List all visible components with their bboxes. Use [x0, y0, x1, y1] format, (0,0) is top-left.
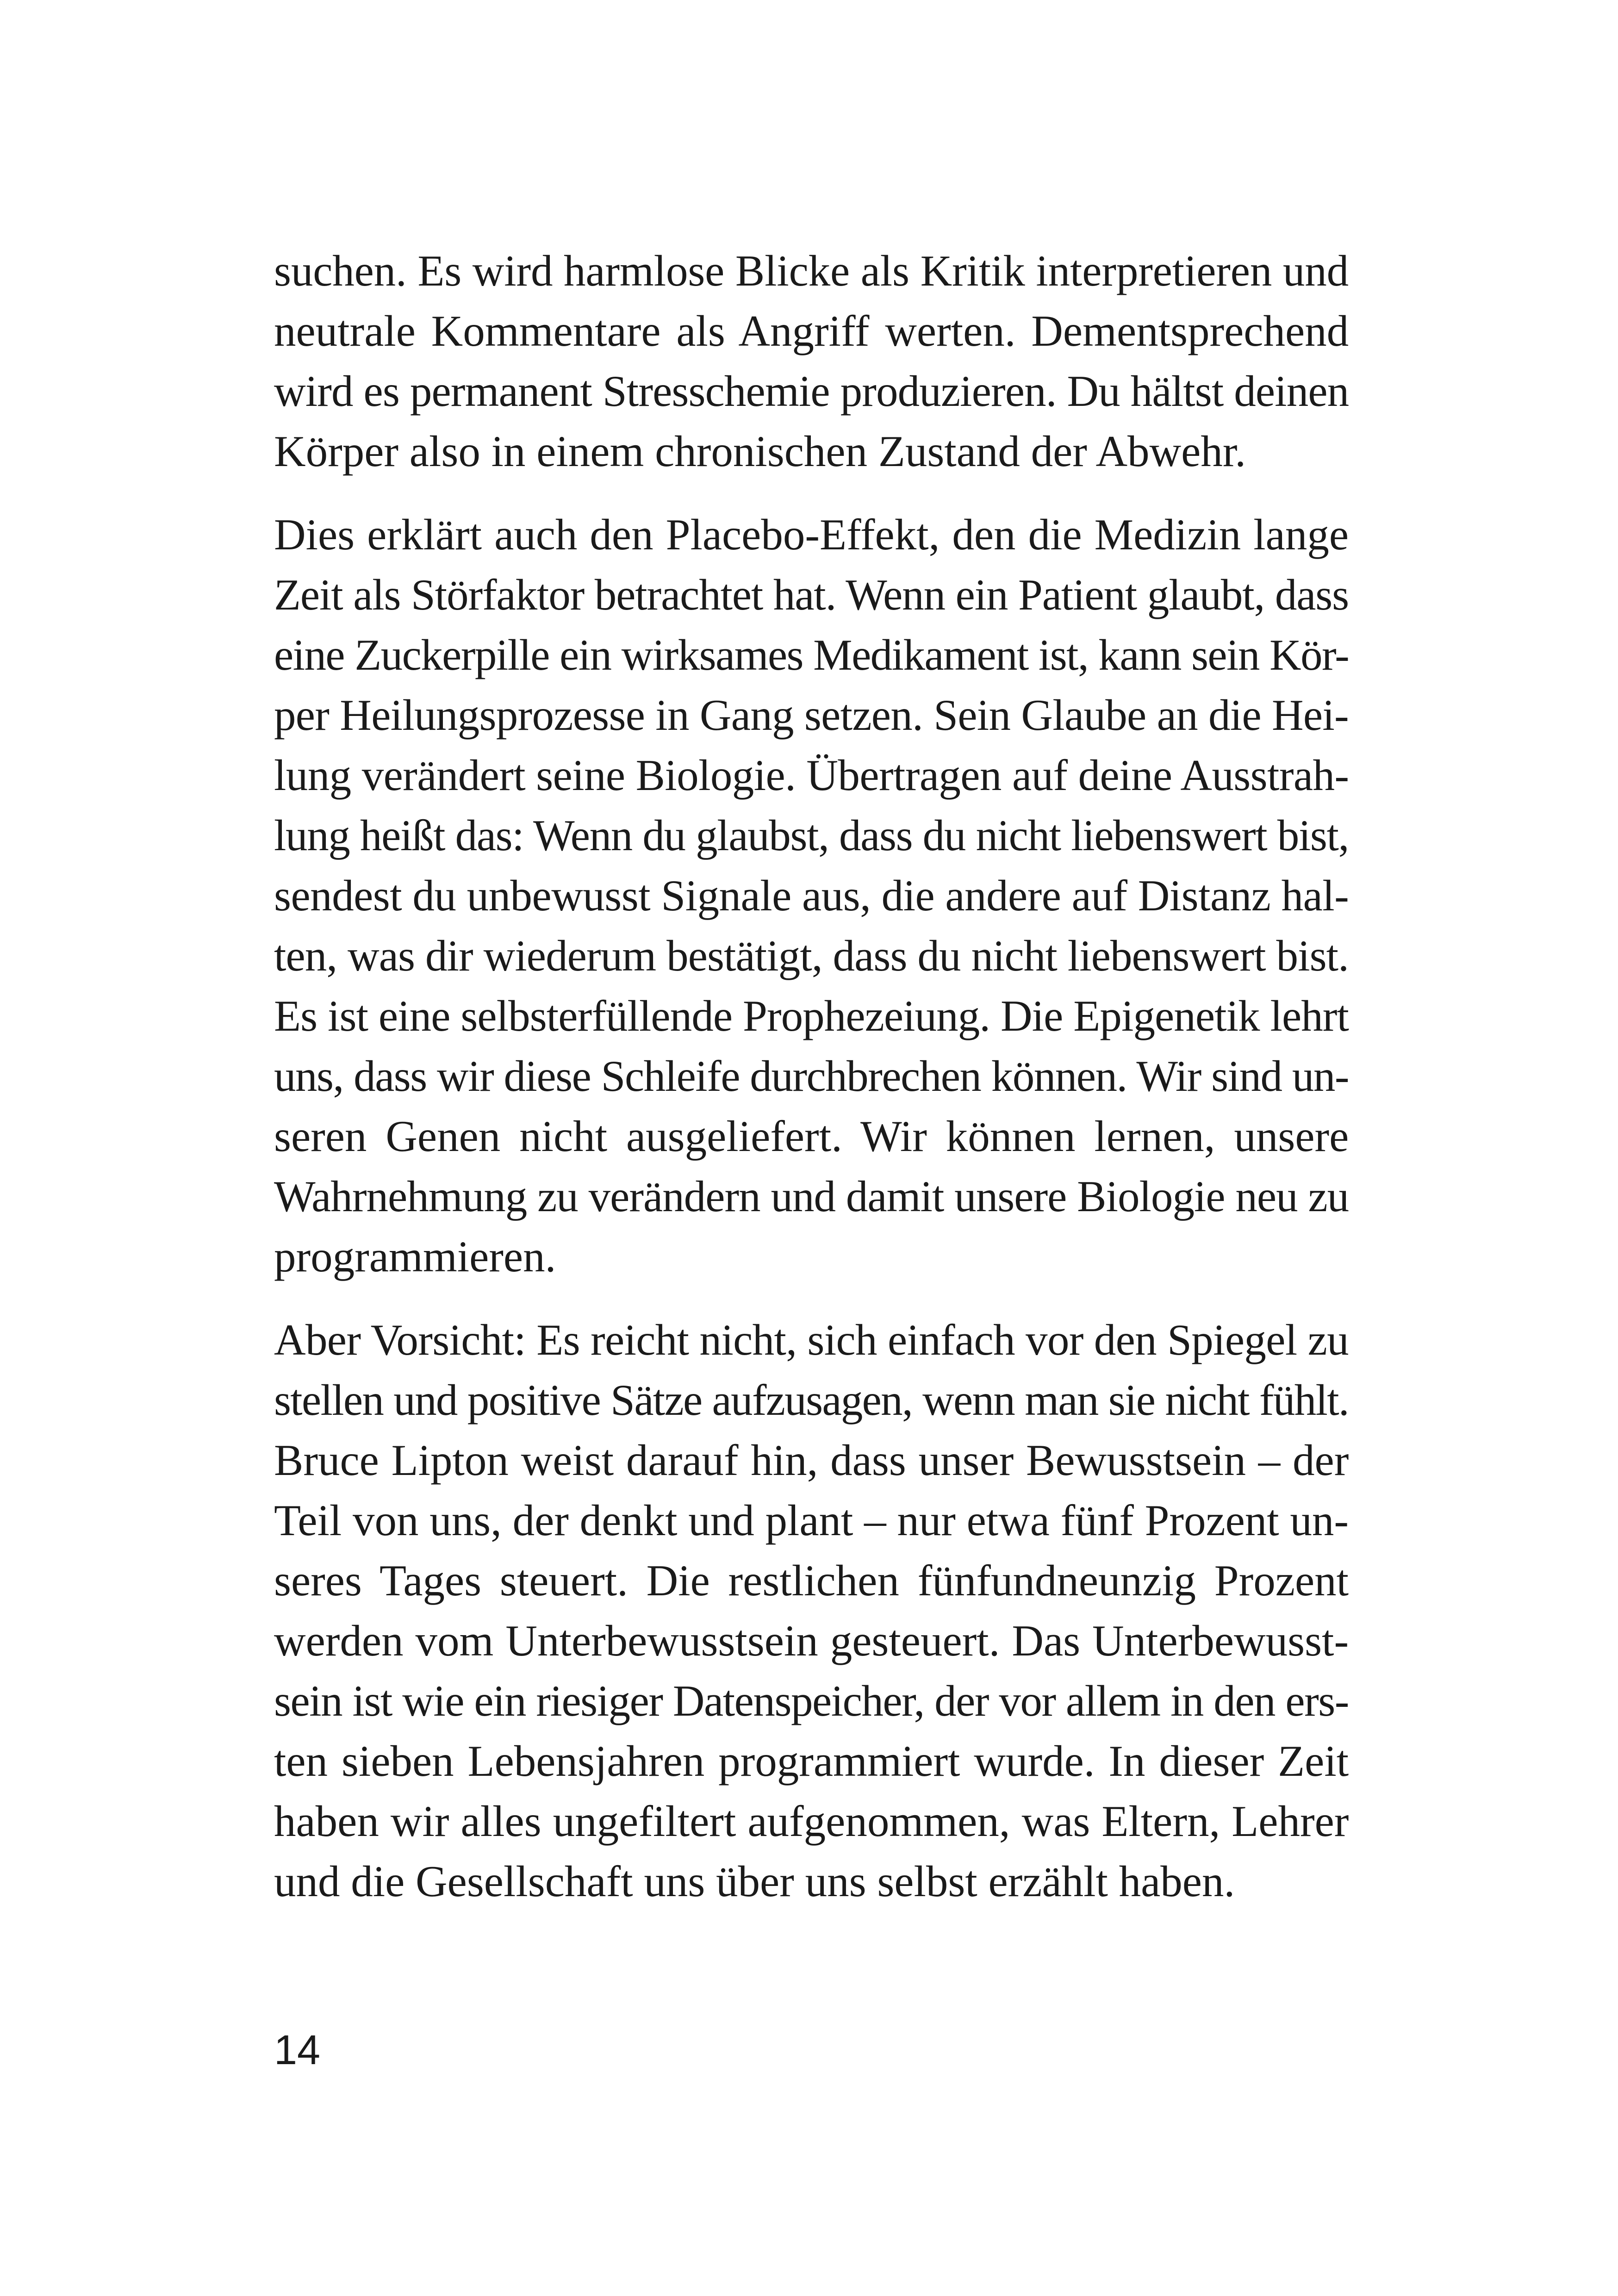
text-line: sendest du unbewusst Signale aus, die andere auf Distanz hal-: [274, 871, 1349, 920]
text-line: lung verändert seine Biologie. Übertragen auf deine Ausstrah-: [274, 751, 1349, 800]
text-line: Zeit als Störfaktor betrachtet hat. Wenn ein Patient glaubt, dass: [274, 570, 1349, 619]
text-line: Es ist eine selbsterfüllende Prophezeiung. Die Epigenetik lehrt: [274, 991, 1349, 1040]
text-line: lung heißt das: Wenn du glaubst, dass du nicht liebenswert bist,: [274, 811, 1349, 860]
paragraph: [274, 504, 1349, 1287]
text-line: ten, was dir wiederum bestätigt, dass du nicht liebenswert bist.: [274, 931, 1349, 980]
text-line: Bruce Lipton weist darauf hin, dass unser Bewusstsein – der: [274, 1436, 1349, 1485]
text-line: Dies erklärt auch den Placebo-Effekt, den die Medizin lange: [274, 510, 1349, 559]
text-line: eine Zuckerpille ein wirksames Medikament ist, kann sein Kör-: [274, 630, 1349, 679]
body-text: [274, 241, 1349, 1911]
paragraph: [274, 1310, 1349, 1911]
text-line: suchen. Es wird harmlose Blicke als Kritik interpretieren und: [274, 246, 1349, 295]
page-number: 14: [274, 2027, 321, 2073]
text-line: seres Tages steuert. Die restlichen fünfundneunzig Prozent: [274, 1556, 1349, 1605]
text-line: neutrale Kommentare als Angriff werten. Dementsprechend: [274, 306, 1349, 355]
text-line: sein ist wie ein riesiger Datenspeicher, der vor allem in den ers-: [274, 1676, 1349, 1725]
text-line: Körper also in einem chronischen Zustand der Abwehr.: [274, 427, 1246, 476]
text-line: stellen und positive Sätze aufzusagen, wenn man sie nicht fühlt.: [274, 1375, 1349, 1425]
text-line: programmieren.: [274, 1232, 556, 1281]
text-line: werden vom Unterbewusstsein gesteuert. Das Unterbewusst-: [274, 1616, 1349, 1665]
text-line: und die Gesellschaft uns über uns selbst erzählt haben.: [274, 1857, 1235, 1906]
text-line: Teil von uns, der denkt und plant – nur etwa fünf Prozent un-: [274, 1496, 1349, 1545]
text-line: wird es permanent Stresschemie produzieren. Du hältst deinen: [274, 367, 1349, 416]
text-line: haben wir alles ungefiltert aufgenommen, was Eltern, Lehrer: [274, 1797, 1349, 1846]
text-line: Aber Vorsicht: Es reicht nicht, sich einfach vor den Spiegel zu: [274, 1315, 1349, 1364]
text-line: per Heilungsprozesse in Gang setzen. Sein Glaube an die Hei-: [274, 691, 1349, 740]
text-line: seren Genen nicht ausgeliefert. Wir können lernen, unsere: [274, 1112, 1349, 1161]
text-line: uns, dass wir diese Schleife durchbrechen können. Wir sind un-: [274, 1052, 1349, 1101]
paragraph: [274, 241, 1349, 481]
text-line: Wahrnehmung zu verändern und damit unsere Biologie neu zu: [274, 1172, 1349, 1221]
text-line: ten sieben Lebensjahren programmiert wurde. In dieser Zeit: [274, 1736, 1349, 1786]
